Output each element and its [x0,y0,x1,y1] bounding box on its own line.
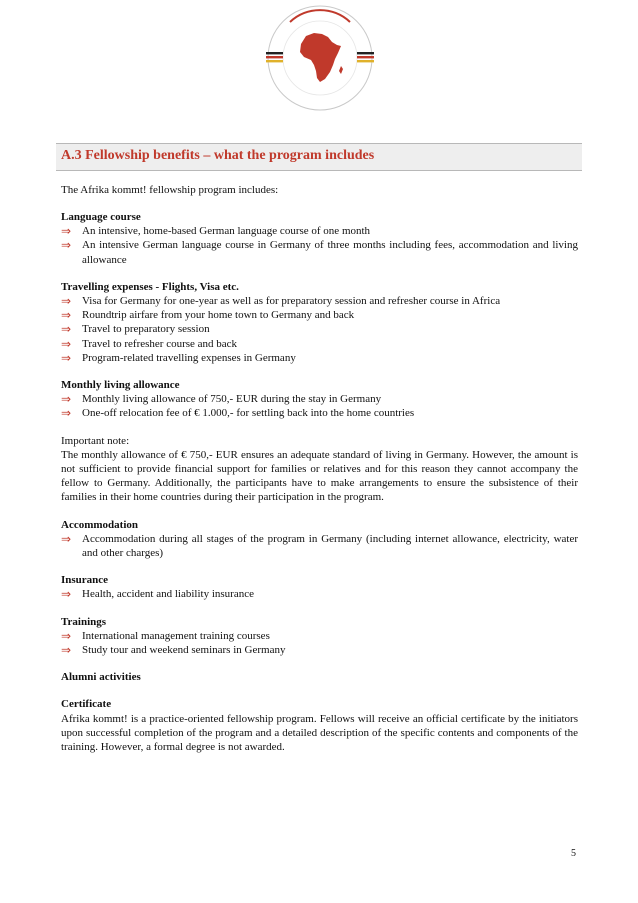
arrow-icon: ⇒ [61,308,72,323]
list-item: ⇒ One-off relocation fee of € 1.000,- for settling back into the home countries [61,406,415,421]
arrow-icon: ⇒ [61,531,72,546]
arrow-icon: ⇒ [61,628,72,643]
section-language [61,210,578,267]
section-heading: Trainings [61,615,107,628]
list-item: ⇒ Travel to refresher course and back [61,336,238,351]
section-alumni [61,670,578,684]
arrow-icon: ⇒ [61,336,72,351]
arrow-icon: ⇒ [61,238,72,253]
page-number: 5 [571,848,576,859]
arrow-icon: ⇒ [61,392,72,407]
flag-stripes-right [357,52,374,62]
section-heading: Alumni activities [61,671,141,684]
section-heading: Certificate [61,698,112,711]
list-item: ⇒ Monthly living allowance of 750,- EUR during the stay in Germany [61,392,382,407]
section-header [56,143,582,171]
section-insurance [61,573,578,601]
document-body [61,183,578,767]
section-heading: Monthly living allowance [61,379,180,392]
flag-stripes-left [266,52,283,62]
section-trainings [61,615,578,658]
section-heading: Language course [61,211,141,223]
list-item: ⇒ Visa for Germany for one-year as well as for preparatory session and refresher course in Africa [61,294,501,309]
arrow-icon: ⇒ [61,294,72,309]
arrow-icon: ⇒ [61,587,72,602]
section-living-allowance [61,378,578,421]
list-item: ⇒ Program-related travelling expenses in Germany [61,350,296,365]
list-item: ⇒ Roundtrip airfare from your home town to Germany and back [61,308,355,323]
note-text: The monthly allowance of € 750,- EUR ensures an adequate standard of living in Germany. However, the amount is not sufficient to provide financial support for families or relatives and for this reason they cannot accompany the fellow to Germany. Additionally, the participants have to make arrangements to ensure the subsistence of their families in their home countries during their participation in the program. [61,448,578,504]
arrow-icon: ⇒ [61,406,72,421]
certificate-text: Afrika kommt! is a practice-oriented fellowship program. Fellows will receive an official certificate by the initiators upon successful completion of the program and a detailed description of the specific contents and components of the training. However, a formal degree is not awarded. [61,712,578,754]
list-item: ⇒ An intensive German language course in Germany of three months including fees, accommodation and living allowance [61,238,578,266]
section-accommodation [61,518,578,561]
list-item: ⇒ Study tour and weekend seminars in Germany [61,643,286,658]
section-heading: Accommodation [61,518,138,531]
note-heading: Important note: [61,434,130,447]
section-travel [61,280,578,365]
afrika-kommt-logo [262,2,378,114]
section-certificate [61,697,578,754]
list-item: ⇒ Travel to preparatory session [61,322,210,337]
section-important-note [61,434,578,505]
intro-text: The Afrika kommt! fellowship program includes: [61,184,279,196]
arrow-icon: ⇒ [61,350,72,365]
arrow-icon: ⇒ [61,224,72,239]
list-item: ⇒ Accommodation during all stages of the program in Germany (including internet allowance, electricity, water and other charges) [61,531,578,560]
list-item: ⇒ Health, accident and liability insurance [61,587,254,602]
section-title: A.3 Fellowship benefits – what the program includes [61,148,375,163]
arrow-icon: ⇒ [61,643,72,658]
section-heading: Insurance [61,574,109,587]
arrow-icon: ⇒ [61,322,72,337]
list-item: ⇒ An intensive, home-based German language course of one month [61,224,371,239]
list-item: ⇒ International management training courses [61,628,270,643]
section-heading: Travelling expenses - Flights, Visa etc. [61,280,239,293]
